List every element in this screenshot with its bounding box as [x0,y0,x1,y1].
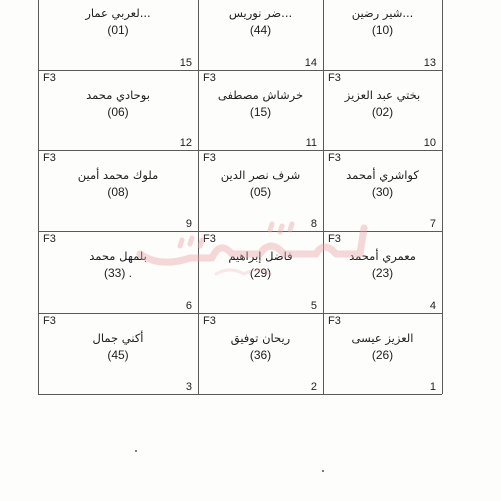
student-name: أكني جمال [92,331,144,345]
seat-cell [198,0,323,70]
seat-cell [198,70,323,150]
seat-sequence: 9 [185,218,192,230]
seat-cell [38,150,198,231]
student-name: العزيز عيسى [351,331,414,345]
seat-sequence: 5 [310,300,317,312]
student-name: ريحان توفيق [230,331,291,345]
student-name: خرشاش مصطفى [217,88,304,102]
class-code: F3 [203,152,216,164]
student-number: (06) [107,105,129,119]
class-code: F3 [328,72,341,84]
speck [135,450,137,452]
student-number: (30) [371,185,394,199]
seat-sequence: 8 [310,218,317,230]
student-number: (08) [107,185,129,199]
seat-cell [38,231,198,313]
speck [322,470,324,472]
seat-sequence: 1 [429,381,436,393]
seat-sequence: 14 [304,57,317,69]
student-number: (33) . [103,266,132,280]
seat-sequence: 4 [429,300,436,312]
seat-cell [198,150,323,231]
student-name: ملوك محمد أمين [77,168,159,182]
seat-cell [323,313,442,394]
student-name: ...ضر نوريس [228,6,293,20]
class-code: F3 [43,233,56,245]
student-name: بلمهل محمد [89,249,147,263]
student-number: (05) [249,185,272,199]
student-name: ...شير رضين [351,6,414,20]
student-number: (26) [371,348,394,362]
class-code: F3 [203,233,216,245]
class-code: F3 [203,72,216,84]
seat-sequence: 10 [423,137,436,149]
seat-sequence: 7 [429,218,436,230]
seat-sequence: 11 [305,137,317,149]
seat-cell [323,0,442,70]
seat-sequence: 12 [179,137,192,149]
class-code: F3 [43,152,56,164]
student-name: فاضل إبراهيم [228,249,293,263]
student-name: معمري أمحمد [349,249,416,263]
student-name: ...لعربي عمار [85,6,151,20]
class-code: F3 [328,152,341,164]
class-code: F3 [328,233,341,245]
seat-cell [323,150,442,231]
seat-sequence: 3 [185,381,192,393]
student-number: (15) [249,105,272,119]
class-code: F3 [43,315,56,327]
class-code: F3 [203,315,216,327]
seat-sequence: 6 [185,300,192,312]
student-number: (23) [371,266,394,280]
seat-cell [38,70,198,150]
seat-cell [323,70,442,150]
student-number: (02) [371,105,394,119]
class-code: F3 [43,72,56,84]
seat-sequence: 2 [310,381,317,393]
student-name: بختي عبد العزيز [344,88,421,102]
seat-cell [38,313,198,394]
student-number: (36) [249,348,272,362]
student-number: (01) [107,23,129,37]
student-name: شرف نصر الدين [220,168,301,182]
student-name: بوحادي محمد [86,88,150,102]
seat-cell [323,231,442,313]
student-number: (45) [107,348,129,362]
seat-sequence: 15 [179,57,192,69]
seat-cell [38,0,198,70]
student-name: كواشري أمحمد [346,168,419,182]
class-code: F3 [328,315,341,327]
seat-cell [198,313,323,394]
student-number: (29) [249,266,272,280]
student-number: (44) [249,23,272,37]
seat-cell [198,231,323,313]
seat-sequence: 13 [423,57,436,69]
column-divider [442,0,443,394]
row-divider [38,394,442,395]
student-number: (10) [371,23,394,37]
